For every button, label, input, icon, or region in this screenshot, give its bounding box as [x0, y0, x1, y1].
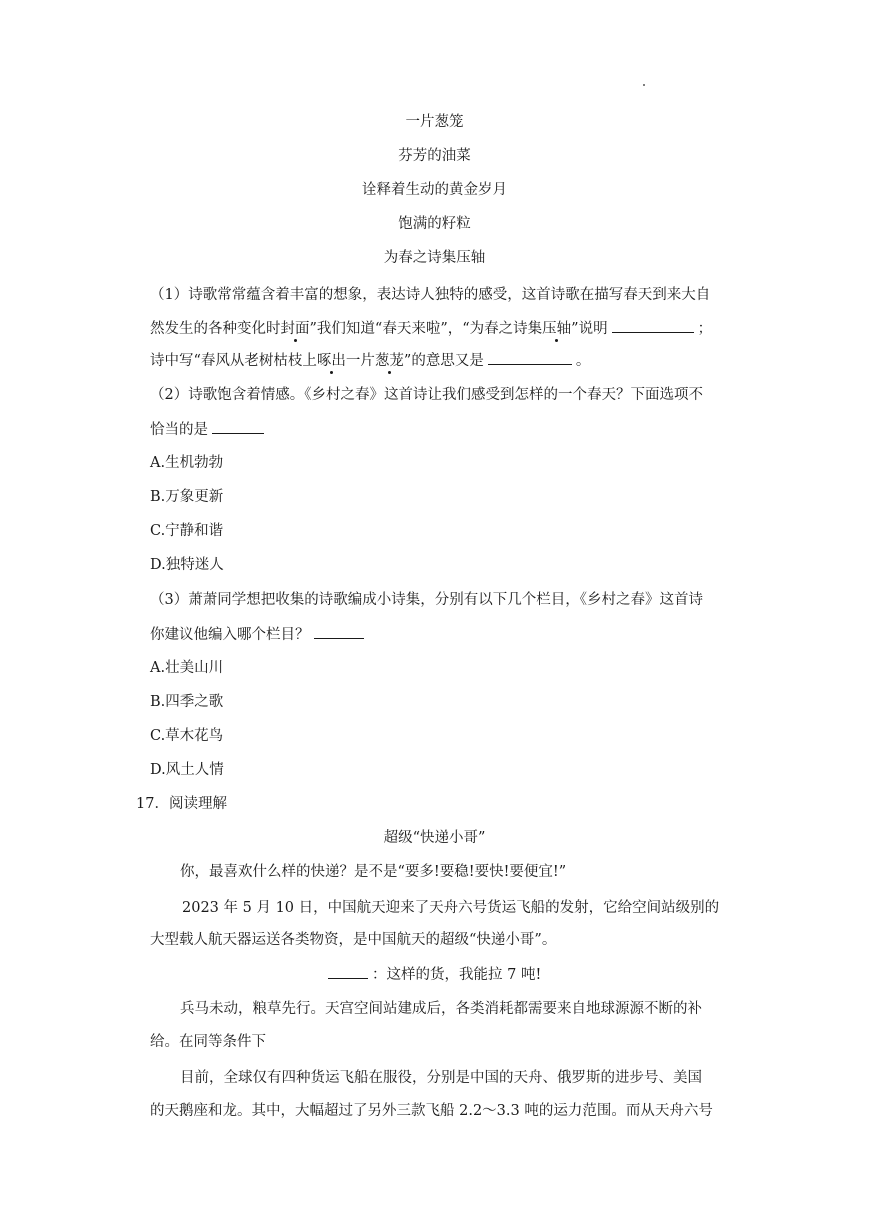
article-paragraph-2-line-2: 大型载人航天器运送各类物资，是中国航天的超级“快递小哥”。 — [150, 932, 557, 948]
q1-line-3: 诗中写“春风从老树枯枝上啄出一片葱茏”的意思又是 。 — [150, 350, 590, 371]
poem-line-2: 芬芳的油菜 — [398, 148, 471, 164]
q2-option-a: A.生机勃勃 — [150, 455, 224, 471]
article-paragraph-3-line-1: 兵马未动，粮草先行。天宫空间站建成后，各类消耗都需要来自地球源源不断的补 — [180, 1001, 702, 1017]
corner-dot — [643, 84, 645, 86]
article-paragraph-2-line-1: 2023 年 5 月 10 日，中国航天迎来了天舟六号货运飞船的发射，它给空间站级别的 — [182, 900, 720, 916]
article-title: 超级“快递小哥” — [383, 830, 486, 846]
article-subheading: ：这样的货，我能拉 7 吨! — [328, 964, 541, 985]
q17-heading: 17．阅读理解 — [136, 796, 227, 812]
answer-blank-q1a[interactable] — [612, 318, 694, 333]
answer-blank-q1b[interactable] — [488, 350, 572, 365]
article-paragraph-1: 你，最喜欢什么样的快递？是不是“要多!要稳!要快!要便宜!” — [180, 864, 567, 880]
poem-line-1: 一片葱笼 — [405, 114, 464, 130]
emphasis-zhuochu: 啄出 — [316, 353, 346, 369]
emphasis-yazhou: 压轴 — [542, 321, 572, 337]
answer-blank-q2[interactable] — [212, 419, 264, 434]
q1-line-2: 然发生的各种变化时封面”我们知道“春天来啦”，“为春之诗集压轴”说明 ； — [150, 318, 712, 339]
article-paragraph-4-line-2: 的天鹅座和龙。其中，大幅超过了另外三款飞船 2.2～3.3 吨的运力范围。而从天舟六号 — [150, 1103, 713, 1119]
q2-line-1: （2）诗歌饱含着情感。《乡村之春》这首诗让我们感受到怎样的一个春天？下面选项不 — [150, 387, 703, 403]
q2-option-d: D.独特迷人 — [150, 557, 224, 573]
emphasis-conglong: 葱茏 — [374, 353, 404, 369]
q2-option-c: C.宁静和谐 — [150, 523, 224, 539]
q3-option-b: B.四季之歌 — [150, 694, 224, 710]
article-paragraph-3-line-2: 给。在同等条件下 — [150, 1034, 266, 1050]
article-paragraph-4-line-1: 目前，全球仅有四种货运飞船在服役，分别是中国的天舟、俄罗斯的进步号、美国 — [180, 1070, 702, 1086]
q2-option-b: B.万象更新 — [150, 489, 224, 505]
answer-blank-subheading[interactable] — [328, 964, 368, 979]
poem-line-4: 饱满的籽粒 — [398, 216, 471, 232]
emphasis-feng: 封面 — [280, 321, 310, 337]
q3-option-a: A.壮美山川 — [150, 660, 224, 676]
q3-option-c: C.草木花鸟 — [150, 728, 224, 744]
q2-line-2: 恰当的是 — [150, 419, 268, 440]
q3-line-2: 你建议他编入哪个栏目？ — [150, 624, 368, 645]
answer-blank-q3[interactable] — [314, 624, 364, 639]
q3-option-d: D.风土人情 — [150, 762, 224, 778]
q3-line-1: （3）萧萧同学想把收集的诗歌编成小诗集，分别有以下几个栏目，《乡村之春》这首诗 — [150, 592, 703, 608]
poem-line-5: 为春之诗集压轴 — [383, 250, 486, 266]
poem-line-3: 诠释着生动的黄金岁月 — [362, 182, 507, 198]
q1-line-1: （1）诗歌常常蕴含着丰富的想象，表达诗人独特的感受，这首诗歌在描写春天到来大自 — [150, 287, 711, 303]
